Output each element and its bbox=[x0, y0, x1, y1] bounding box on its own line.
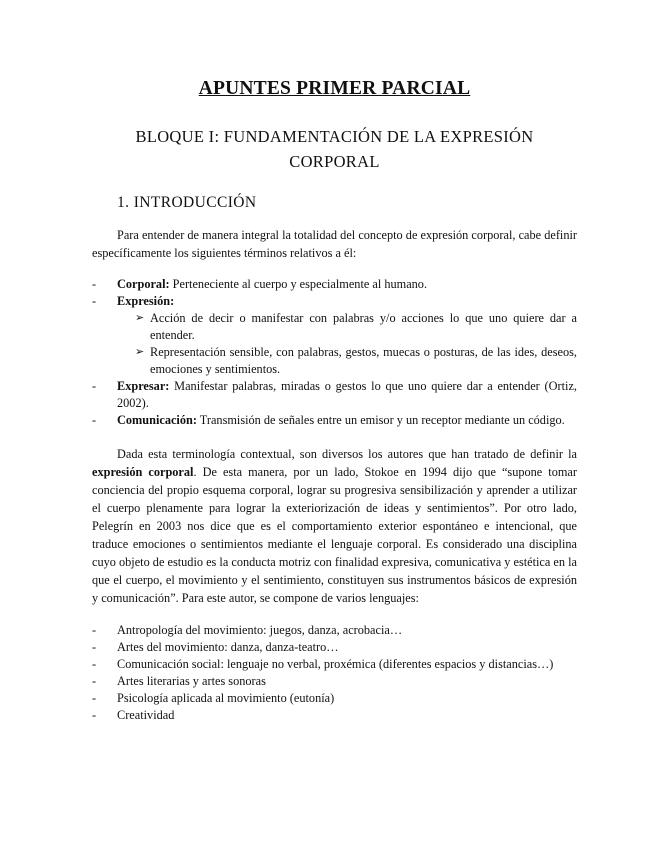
bullet-dash: - bbox=[92, 691, 97, 705]
section-title: 1. INTRODUCCIÓN bbox=[117, 194, 257, 211]
term-item-expresar bbox=[92, 378, 577, 412]
bullet-dash: - bbox=[92, 413, 97, 427]
sub-item bbox=[117, 310, 577, 344]
sub-item-text: Representación sensible, con palabras, gestos, muecas o posturas, de las ides, deseos, emociones y sentimientos. bbox=[150, 345, 577, 376]
term-item-expresion bbox=[92, 293, 577, 378]
language-text: Artes literarias y artes sonoras bbox=[117, 674, 266, 688]
language-text: Artes del movimiento: danza, danza-teatro… bbox=[117, 640, 339, 654]
bullet-dash: - bbox=[92, 277, 97, 291]
language-item bbox=[92, 707, 577, 724]
paragraph-text: Dada esta terminología contextual, son diversos los autores que han tratado de definir la bbox=[117, 447, 577, 461]
arrow-bullet-icon: ➢ bbox=[135, 312, 145, 324]
emphasis-text: expresión corporal bbox=[92, 465, 194, 479]
language-text: Creatividad bbox=[117, 708, 175, 722]
bullet-dash: - bbox=[92, 708, 97, 722]
definitions-paragraph bbox=[92, 445, 577, 607]
bullet-dash: - bbox=[92, 640, 97, 654]
term-item-comunicacion bbox=[92, 412, 577, 429]
terms-list bbox=[92, 276, 577, 429]
block-title: BLOQUE I: FUNDAMENTACIÓN DE LA EXPRESIÓN CORPORAL bbox=[135, 127, 534, 171]
bullet-dash: - bbox=[92, 674, 97, 688]
intro-paragraph: Para entender de manera integral la totalidad del concepto de expresión corporal, cabe definir específicamente los siguientes términos relativos a él: bbox=[92, 228, 577, 260]
bullet-dash: - bbox=[92, 294, 97, 308]
term-label: Expresar: bbox=[117, 379, 170, 393]
term-definition: Manifestar palabras, miradas o gestos lo que uno quiere dar a entender (Ortiz, 2002). bbox=[117, 379, 577, 410]
term-label: Comunicación: bbox=[117, 413, 197, 427]
paragraph-text: . De esta manera, por un lado, Stokoe en 1994 dijo que “supone tomar conciencia del propio esquema corporal, lograr su progresiva sensibilización y aprender a utilizar el cuerpo plenamente para lograr la exteriorización de ideas y sentimientos”. Por otro lado, Pelegrín en 2003 nos dice que es el comportamiento exterior espontáneo e intencional, que traduce emociones o sentimientos mediante el lenguaje corporal. Es considerado una disciplina cuyo objeto de estudio es la conducta motriz con finalidad expresiva, comunicativa y estética en la que el cuerpo, el movimiento y el sentimiento, constituyen sus instrumentos básicos de expresión y comunicación”. Para este autor, se compone de varios lenguajes: bbox=[92, 465, 577, 605]
languages-list bbox=[92, 622, 577, 724]
language-item bbox=[92, 639, 577, 656]
term-item-corporal bbox=[92, 276, 577, 293]
document-title: APUNTES PRIMER PARCIAL bbox=[198, 78, 471, 99]
bullet-dash: - bbox=[92, 379, 97, 393]
term-label: Corporal: bbox=[117, 277, 170, 291]
bullet-dash: - bbox=[92, 657, 97, 671]
term-definition: Perteneciente al cuerpo y especialmente al humano. bbox=[169, 277, 428, 291]
bullet-dash: - bbox=[92, 623, 97, 637]
language-text: Psicología aplicada al movimiento (eutonía) bbox=[117, 691, 335, 705]
language-item bbox=[92, 690, 577, 707]
language-text: Comunicación social: lenguaje no verbal, proxémica (diferentes espacios y distancias…) bbox=[117, 657, 554, 671]
term-label: Expresión: bbox=[117, 294, 175, 308]
term-definition: Transmisión de señales entre un emisor y un receptor mediante un código. bbox=[196, 413, 565, 427]
arrow-bullet-icon: ➢ bbox=[135, 346, 145, 358]
sub-items-list bbox=[117, 310, 577, 378]
language-item bbox=[92, 622, 577, 639]
sub-item bbox=[117, 344, 577, 378]
language-item bbox=[92, 673, 577, 690]
sub-item-text: Acción de decir o manifestar con palabras y/o acciones lo que uno quiere dar a entender. bbox=[150, 311, 577, 342]
language-text: Antropología del movimiento: juegos, danza, acrobacia… bbox=[117, 623, 403, 637]
language-item bbox=[92, 656, 577, 673]
